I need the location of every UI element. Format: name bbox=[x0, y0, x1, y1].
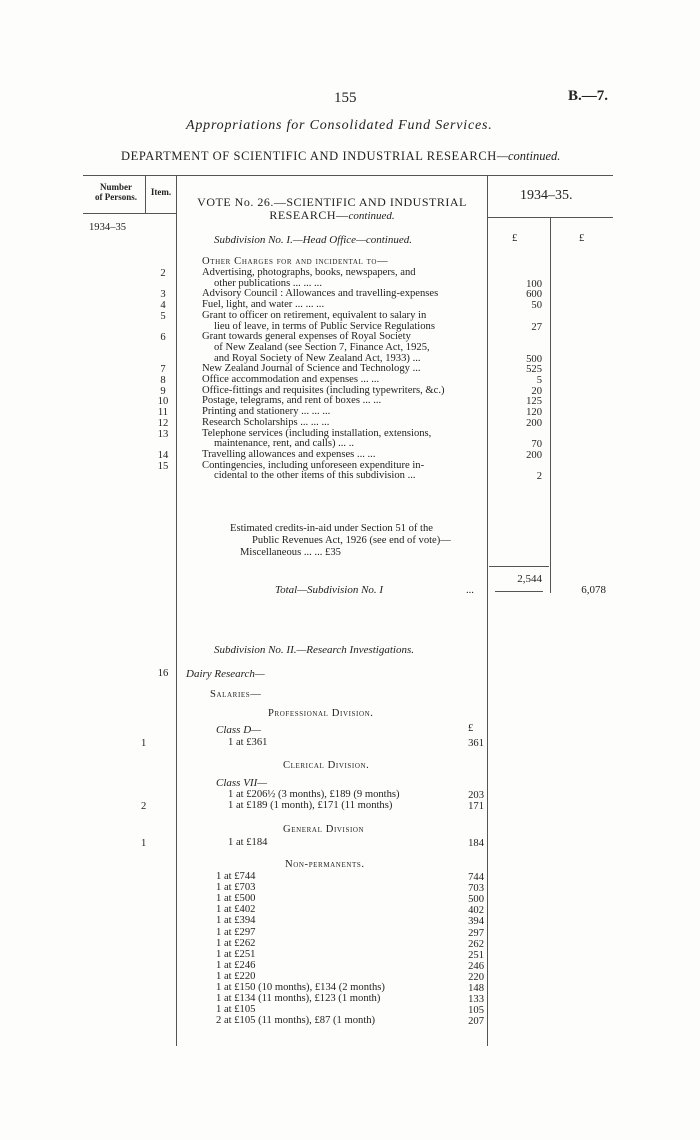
salary-row-amount: 133 bbox=[468, 994, 484, 1006]
general-division-heading: General Division bbox=[283, 824, 365, 835]
line-item-text: maintenance, rent, and calls) ... .. bbox=[214, 438, 355, 450]
line-item-amount: 200 bbox=[526, 449, 542, 461]
page-title: Appropriations for Consolidated Fund Services. bbox=[186, 118, 493, 133]
item-number: 15 bbox=[157, 460, 169, 472]
item-16: 16 bbox=[157, 668, 169, 679]
salary-row-amount: 262 bbox=[468, 938, 484, 950]
line-item-text: of New Zealand (see Section 7, Finance Act, 1925, bbox=[214, 341, 430, 353]
line-item-amount: 5 bbox=[536, 375, 542, 386]
line-item-amount: 600 bbox=[526, 289, 542, 301]
page-number: 155 bbox=[334, 90, 357, 106]
col-rule-persons bbox=[145, 176, 146, 214]
salary-row-amount: 744 bbox=[468, 872, 484, 883]
persons-count: 1 bbox=[141, 738, 147, 749]
item-number: 8 bbox=[160, 375, 166, 386]
salary-row-text: 1 at £703 bbox=[216, 882, 256, 894]
line-item-text: Office-fittings and requisites (including typewriters, &c.) bbox=[202, 384, 445, 396]
salary-row-amount: 171 bbox=[468, 801, 484, 812]
col-rule-amount-mid bbox=[550, 218, 551, 593]
item-number: 12 bbox=[157, 417, 169, 429]
item-number: 7 bbox=[160, 364, 166, 376]
line-item-text: Printing and stationery ... ... ... bbox=[202, 406, 331, 418]
vote-heading bbox=[178, 196, 486, 223]
salary-row-text: 1 at £297 bbox=[216, 926, 256, 938]
item-number: 11 bbox=[157, 407, 169, 419]
salary-row-amount: 500 bbox=[468, 894, 484, 906]
line-item-text: Fuel, light, and water ... ... ... bbox=[202, 299, 325, 311]
salary-row-text: 1 at £150 (10 months), £134 (2 months) bbox=[216, 982, 385, 993]
line-item-text: Postage, telegrams, and rent of boxes ... ... bbox=[202, 395, 382, 407]
pound-sign: £ bbox=[468, 723, 474, 734]
salary-row-amount: 203 bbox=[468, 790, 484, 801]
total-label: Total—Subdivision No. I bbox=[275, 584, 384, 596]
vote-line1: VOTE No. 26.—SCIENTIFIC AND INDUSTRIAL bbox=[197, 195, 467, 209]
line-item-text: New Zealand Journal of Science and Technology ... bbox=[202, 363, 421, 375]
line-item-amount: 2 bbox=[536, 471, 542, 483]
item-number: 14 bbox=[157, 449, 169, 461]
clerical-division-heading: Clerical Division. bbox=[283, 760, 370, 771]
item-number: 2 bbox=[160, 268, 166, 279]
salary-row-amount: 703 bbox=[468, 883, 484, 895]
salaries-heading: Salaries— bbox=[210, 689, 262, 700]
salary-row-text: 1 at £361 bbox=[228, 737, 268, 748]
line-item-text: Office accommodation and expenses ... ... bbox=[202, 374, 380, 385]
total-dots: ... bbox=[466, 585, 474, 596]
item-number: 3 bbox=[160, 289, 166, 301]
dairy-research-heading: Dairy Research— bbox=[186, 668, 265, 680]
report-code: B.—7. bbox=[568, 88, 609, 104]
item-number: 6 bbox=[160, 332, 166, 344]
line-item-text: Advertising, photographs, books, newspapers, and bbox=[202, 267, 416, 278]
salary-row-amount: 148 bbox=[468, 983, 484, 994]
department-suffix: —continued. bbox=[496, 149, 561, 163]
line-item-text: lieu of leave, in terms of Public Service Regulations bbox=[214, 320, 435, 332]
item-number: 9 bbox=[160, 385, 166, 397]
line-item-amount: 525 bbox=[526, 364, 542, 376]
subdivision-1-title: Subdivision No. I.—Head Office—continued. bbox=[214, 234, 412, 246]
line-item-text: other publications ... ... ... bbox=[214, 277, 322, 289]
vote-line2: RESEARCH—continued. bbox=[269, 208, 395, 222]
table-top-rule bbox=[83, 175, 613, 176]
salary-row-text: 1 at £220 bbox=[216, 970, 256, 982]
line-item-text: Contingencies, including unforeseen expenditure in- bbox=[202, 459, 425, 471]
persons-count: 1 bbox=[141, 838, 147, 849]
salary-row-text: 1 at £246 bbox=[216, 959, 256, 971]
class-d-label: Class D— bbox=[216, 724, 261, 736]
total-amount: 6,078 bbox=[581, 584, 606, 596]
salary-row-amount: 246 bbox=[468, 960, 484, 972]
salary-row-text: 1 at £105 bbox=[216, 1004, 256, 1016]
item-number: 4 bbox=[160, 300, 166, 312]
subdivision-2-title: Subdivision No. II.—Research Investigations. bbox=[214, 644, 415, 656]
salary-row-text: 1 at £402 bbox=[216, 904, 256, 916]
line-item-amount: 120 bbox=[526, 407, 542, 419]
salary-row-amount: 361 bbox=[468, 738, 484, 749]
line-item-amount: 500 bbox=[526, 353, 542, 365]
subtotal-amount: 2,544 bbox=[517, 573, 542, 585]
line-item-text: Advisory Council : Allowances and travelling-expenses bbox=[202, 288, 439, 300]
salary-row-amount: 402 bbox=[468, 905, 484, 917]
item-number: 10 bbox=[157, 396, 169, 408]
class-vii-label: Class VII— bbox=[216, 777, 268, 789]
other-charges-heading: Other Charges for and incidental to— bbox=[202, 256, 389, 267]
salary-row-text: 1 at £189 (1 month), £171 (11 months) bbox=[228, 800, 393, 811]
persons-count: 2 bbox=[141, 801, 147, 812]
credits-line-3: Miscellaneous ... ... £35 bbox=[240, 547, 341, 558]
col-rule-amount bbox=[487, 176, 488, 1046]
persons-year: 1934–35 bbox=[89, 222, 127, 233]
line-item-text: Grant to officer on retirement, equivalent to salary in bbox=[202, 309, 427, 321]
col-persons-header bbox=[90, 182, 142, 202]
salary-row-text: 1 at £134 (11 months), £123 (1 month) bbox=[216, 993, 381, 1005]
salary-row-text: 2 at £105 (11 months), £87 (1 month) bbox=[216, 1015, 376, 1027]
credits-line-1: Estimated credits-in-aid under Section 51 of the bbox=[230, 523, 433, 534]
salary-row-text: 1 at £394 bbox=[216, 915, 256, 927]
line-item-amount: 100 bbox=[526, 278, 542, 290]
subtotal-rule bbox=[489, 566, 549, 567]
item-number: 13 bbox=[157, 428, 169, 440]
salary-row-text: 1 at £251 bbox=[216, 948, 256, 960]
colhead-bottom-rule-left bbox=[83, 213, 176, 214]
salary-row-amount: 207 bbox=[468, 1016, 484, 1028]
credits-line-2: Public Revenues Act, 1926 (see end of vote)— bbox=[252, 535, 451, 546]
salary-row-amount: 220 bbox=[468, 971, 484, 983]
salary-row-text: 1 at £184 bbox=[228, 837, 268, 848]
total-dash bbox=[495, 591, 543, 592]
line-item-amount: 50 bbox=[531, 300, 542, 312]
salary-row-amount: 394 bbox=[468, 916, 484, 928]
line-item-amount: 20 bbox=[531, 385, 542, 397]
col-rule-item bbox=[176, 176, 177, 1046]
salary-row-amount: 251 bbox=[468, 949, 484, 961]
line-item-text: and Royal Society of New Zealand Act, 1933) ... bbox=[214, 352, 421, 364]
col-persons-line1: Number bbox=[100, 182, 132, 192]
col-item-header: Item. bbox=[150, 187, 172, 197]
salary-row-text: 1 at £500 bbox=[216, 893, 256, 905]
line-item-amount: 27 bbox=[531, 321, 542, 333]
non-permanents-heading: Non-permanents. bbox=[285, 859, 365, 870]
currency-right: £ bbox=[579, 233, 585, 244]
professional-division-heading: Professional Division. bbox=[268, 708, 374, 719]
department-name: DEPARTMENT OF SCIENTIFIC AND INDUSTRIAL RESEARCH bbox=[121, 149, 497, 163]
col-persons-line2: of Persons. bbox=[95, 192, 137, 202]
line-item-text: Travelling allowances and expenses ... ... bbox=[202, 448, 376, 460]
department-heading bbox=[121, 149, 560, 164]
salary-row-amount: 184 bbox=[468, 838, 484, 849]
col-year-header: 1934–35. bbox=[520, 188, 573, 203]
line-item-amount: 70 bbox=[531, 439, 542, 451]
item-number: 5 bbox=[160, 310, 166, 322]
salary-row-text: 1 at £206½ (3 months), £189 (9 months) bbox=[228, 789, 400, 800]
currency-left: £ bbox=[512, 233, 518, 244]
salary-row-text: 1 at £262 bbox=[216, 937, 256, 949]
line-item-amount: 125 bbox=[526, 396, 542, 408]
line-item-amount: 200 bbox=[526, 417, 542, 429]
salary-row-text: 1 at £744 bbox=[216, 871, 256, 882]
salary-row-amount: 297 bbox=[468, 927, 484, 939]
line-item-text: Grant towards general expenses of Royal Society bbox=[202, 331, 411, 343]
line-item-text: Telephone services (including installation, extensions, bbox=[202, 427, 432, 439]
salary-row-amount: 105 bbox=[468, 1005, 484, 1017]
line-item-text: cidental to the other items of this subdivision ... bbox=[214, 470, 416, 482]
line-item-text: Research Scholarships ... ... ... bbox=[202, 416, 330, 428]
